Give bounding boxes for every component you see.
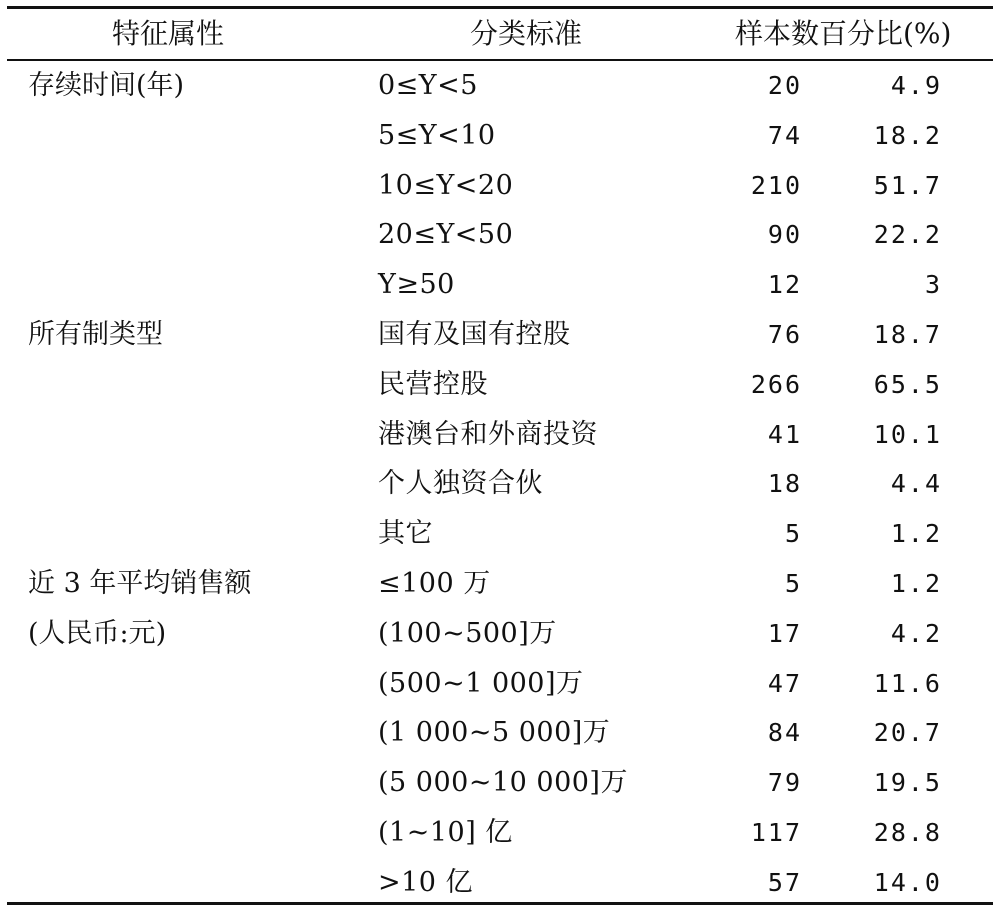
row-criterion: 20≤Y<50: [378, 219, 514, 251]
row-percent: 18.7: [873, 319, 942, 349]
row-criterion: 国有及国有控股: [378, 318, 571, 350]
table-row: [0, 808, 1000, 858]
row-sample-count: 5: [784, 519, 802, 549]
header-criterion: 分类标准: [470, 17, 583, 50]
row-percent: 20.7: [873, 718, 942, 748]
row-percent: 4.9: [890, 71, 942, 100]
row-sample-count: 20: [767, 71, 802, 100]
row-sample-count: 17: [767, 618, 802, 648]
row-criterion: Y≥50: [378, 269, 455, 301]
row-criterion: 民营控股: [378, 368, 488, 400]
table-row: [0, 559, 1000, 609]
row-criterion: 5≤Y<10: [378, 119, 496, 151]
row-percent: 19.5: [873, 768, 942, 798]
row-criterion: 0≤Y<5: [378, 70, 478, 101]
row-criterion: 其它: [378, 518, 433, 550]
table-row: [0, 410, 1000, 460]
row-criterion: (500~1 000]万: [378, 667, 584, 699]
table-row: [0, 310, 1000, 360]
row-criterion: 港澳台和外商投资: [378, 418, 598, 450]
row-attribute: 近 3 年平均销售额: [28, 567, 252, 599]
row-sample-count: 84: [767, 718, 802, 748]
top-rule: [7, 6, 993, 9]
row-sample-count: 79: [767, 768, 802, 798]
row-sample-count: 47: [767, 668, 802, 698]
row-percent: 3: [924, 270, 942, 300]
table-row: [0, 708, 1000, 758]
row-percent: 51.7: [873, 170, 942, 200]
table-row: [0, 360, 1000, 410]
bottom-rule: [7, 902, 993, 905]
table-row: [0, 111, 1000, 161]
row-criterion: 个人独资合伙: [378, 468, 543, 500]
table-row: [0, 758, 1000, 808]
row-attribute: 所有制类型: [28, 318, 163, 350]
row-criterion: >10 亿: [378, 866, 474, 898]
row-sample-count: 12: [767, 270, 802, 300]
row-attribute: (人民币:元): [28, 617, 167, 649]
row-sample-count: 266: [750, 369, 802, 399]
table-row: [0, 161, 1000, 211]
row-percent: 4.2: [890, 618, 942, 648]
table-row: [0, 260, 1000, 310]
table-row: [0, 659, 1000, 709]
table-row: [0, 609, 1000, 659]
row-criterion: 10≤Y<20: [378, 169, 514, 201]
table-row: [0, 61, 1000, 111]
row-sample-count: 74: [767, 120, 802, 150]
row-percent: 1.2: [890, 519, 942, 549]
row-sample-count: 210: [750, 170, 802, 200]
row-criterion: (100~500]万: [378, 617, 557, 649]
row-sample-count: 57: [767, 867, 802, 897]
table-row: [0, 459, 1000, 509]
header-attribute: 特征属性: [112, 17, 225, 50]
row-percent: 4.4: [890, 469, 942, 499]
row-percent: 1.2: [890, 568, 942, 598]
header-sample-percent: 样本数百分比(%): [735, 17, 952, 50]
table-row: [0, 858, 1000, 908]
row-sample-count: 41: [767, 419, 802, 449]
row-attribute: 存续时间(年): [28, 70, 185, 101]
row-criterion: (1~10] 亿: [378, 816, 513, 848]
row-sample-count: 90: [767, 220, 802, 250]
row-percent: 28.8: [873, 817, 942, 847]
row-criterion: (5 000~10 000]万: [378, 767, 628, 799]
row-percent: 11.6: [873, 668, 942, 698]
row-percent: 65.5: [873, 369, 942, 399]
row-sample-count: 117: [750, 817, 802, 847]
row-criterion: ≤100 万: [378, 567, 491, 599]
row-percent: 14.0: [873, 867, 942, 897]
row-percent: 10.1: [873, 419, 942, 449]
row-sample-count: 5: [784, 568, 802, 598]
table-body: [0, 61, 1000, 908]
row-sample-count: 18: [767, 469, 802, 499]
row-criterion: (1 000~5 000]万: [378, 717, 611, 749]
table-row: [0, 210, 1000, 260]
table-row: [0, 509, 1000, 559]
row-sample-count: 76: [767, 319, 802, 349]
row-percent: 22.2: [873, 220, 942, 250]
row-percent: 18.2: [873, 120, 942, 150]
